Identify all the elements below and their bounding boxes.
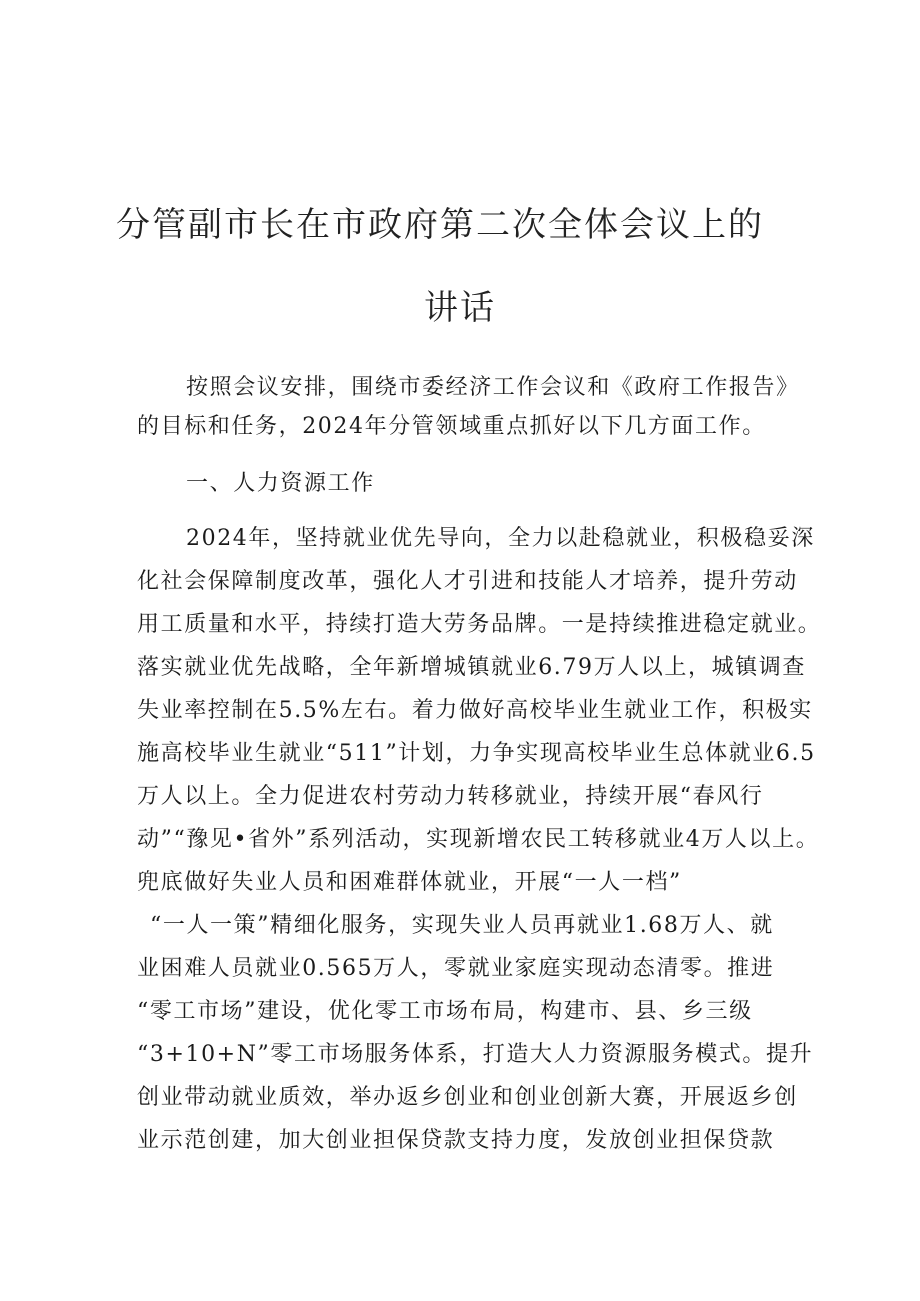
body-line: 动”“豫见•省外”系列活动，实现新增农民工转移就业4万人以上。 <box>137 827 820 852</box>
body-line: “3+10+N”零工市场服务体系，打造大人力资源服务模式。提升 <box>137 1042 814 1067</box>
document-title-line-1: 分管副市长在市政府第二次全体会议上的 <box>116 205 764 245</box>
body-line: 化社会保障制度改革，强化人才引进和技能人才培养，提升劳动 <box>137 569 798 594</box>
body-line: 2024年，坚持就业优先导向，全力以赴稳就业，积极稳妥深 <box>186 526 815 551</box>
body-line: 创业带动就业质效，举办返乡创业和创业创新大赛，开展返乡创 <box>137 1085 798 1110</box>
body-line: “一人一策”精细化服务，实现失业人员再就业1.68万人、就 <box>150 913 774 938</box>
body-line: 落实就业优先战略，全年新增城镇就业6.79万人以上，城镇调查 <box>137 655 806 680</box>
body-line: 业困难人员就业0.565万人，零就业家庭实现动态清零。推进 <box>137 956 775 981</box>
body-line: 万人以上。全力促进农村劳动力转移就业，持续开展“春风行 <box>137 784 764 809</box>
body-line: 兜底做好失业人员和困难群体就业，开展“一人一档” <box>137 870 682 895</box>
document-title-line-2: 讲话 <box>424 288 496 328</box>
body-line: 的目标和任务，2024年分管领域重点抓好以下几方面工作。 <box>137 414 766 439</box>
body-line: 施高校毕业生就业“511”计划，力争实现高校毕业生总体就业6.5 <box>137 741 816 766</box>
body-line: “零工市场”建设，优化零工市场布局，构建市、县、乡三级 <box>137 999 753 1024</box>
body-line: 用工质量和水平，持续打造大劳务品牌。一是持续推进稳定就业。 <box>137 612 822 637</box>
section-heading: 一、人力资源工作 <box>186 471 375 496</box>
body-line: 按照会议安排，围绕市委经济工作会议和《政府工作报告》 <box>186 375 800 400</box>
body-line: 失业率控制在5.5%左右。着力做好高校毕业生就业工作，积极实 <box>137 698 813 723</box>
body-line: 业示范创建，加大创业担保贷款支持力度，发放创业担保贷款 <box>137 1128 775 1153</box>
